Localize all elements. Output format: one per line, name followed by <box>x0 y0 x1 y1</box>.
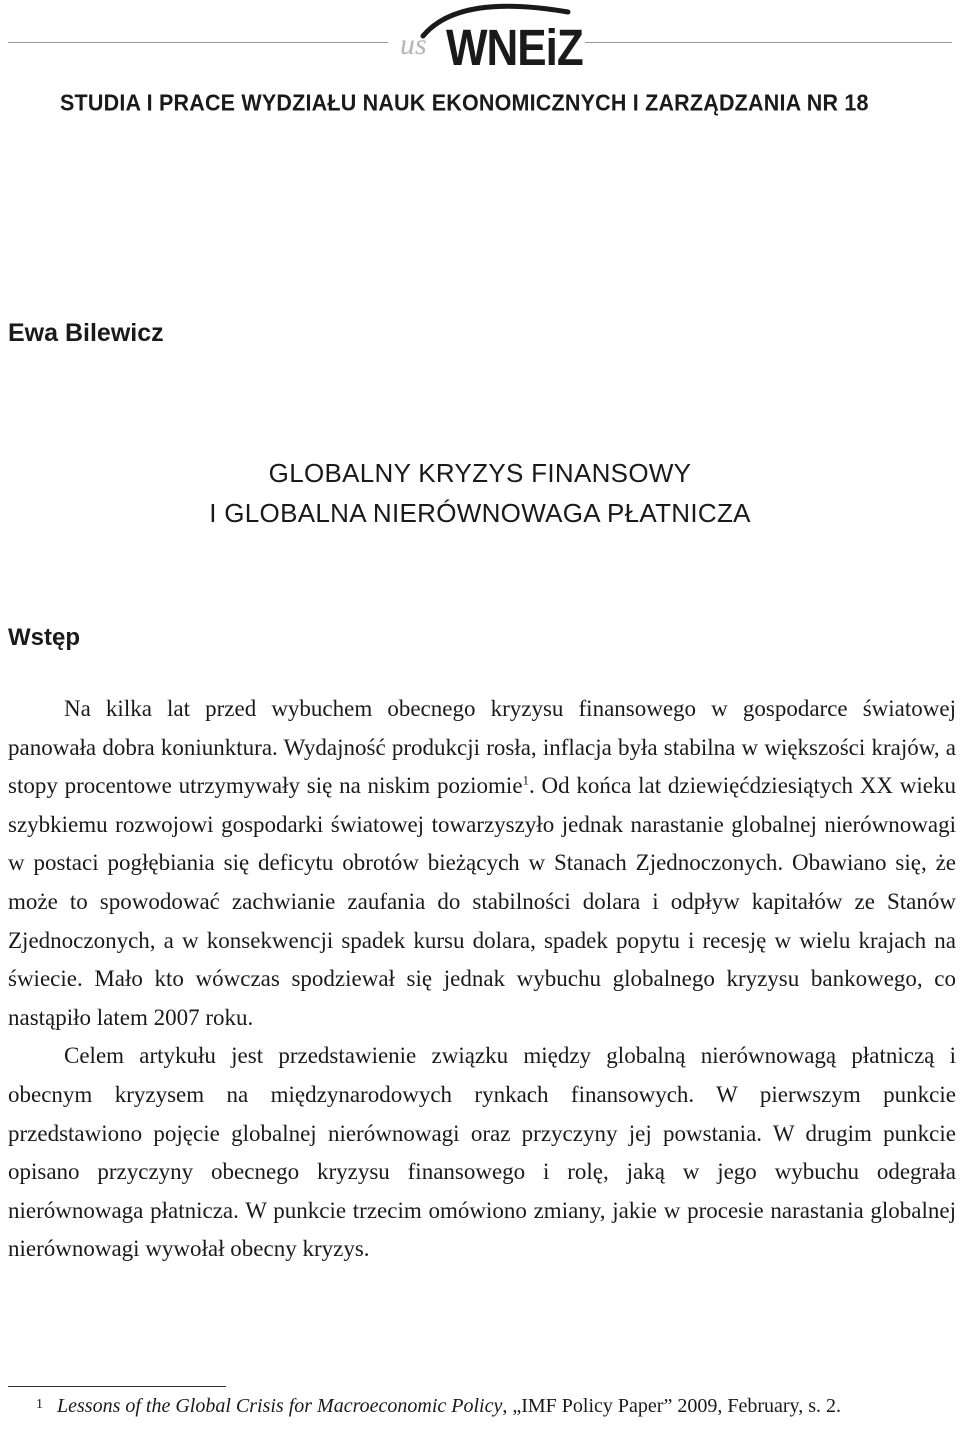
paragraph-1 <box>8 690 956 1037</box>
paragraph-2: Celem artykułu jest przedstawienie związku między globalną nierównowagą płatniczą i obecnym kryzysem na międzynarodowych rynkach finansowych. W pierwszym punkcie przedstawiono pojęcie globalnej nierównowagi oraz przyczyny jej powstania. W drugim punkcie opisano przyczyny obecnego kryzysu finansowego i rolę, jaką w jego wybuchu odegrała nierównowaga płatnicza. W punkcie trzecim omówiono zmiany, jakie w procesie narastania globalnej nierównowagi wywołał obecny kryzys. <box>8 1043 956 1262</box>
logo-prefix: us <box>400 28 427 61</box>
footnote <box>8 1391 956 1420</box>
paragraph-1-part-a: Na kilka lat przed wybuchem obecnego kryzysu finansowego w gospodarce światowej panowała dobra koniunktura. Wydajność produkcji rosła, inflacja była stabilna w większości krajów, a stopy procentowe utrzymywały się na niskim poziomie <box>8 696 956 799</box>
article-author: Ewa Bilewicz <box>8 319 164 347</box>
footnote-citation-rest: , „IMF Policy Paper” 2009, February, s. 2. <box>502 1395 841 1417</box>
footnote-separator <box>8 1386 226 1387</box>
article-title-line2: I GLOBALNA NIERÓWNOWAGA PŁATNICZA <box>209 498 751 528</box>
publisher-logo <box>398 0 583 80</box>
footnote-cited-title: Lessons of the Global Crisis for Macroeconomic Policy <box>57 1395 503 1417</box>
section-heading: Wstęp <box>8 624 80 651</box>
paragraph-1-part-b: . Od końca lat dziewięćdziesiątych XX wieku szybkiemu rozwojowi gospodarki światowej towarzyszyło jednak narastanie globalnej nierównowagi w postaci pogłębiania się deficytu obrotów bieżących w Stanach Zjednoczonych. Obawiano się, że może to spowodować zachwianie zaufania do stabilności dolara i odpływ kapitałów ze Stanów Zjednoczonych, a w konsekwencji spadek kursu dolara, spadek popytu i recesję w wielu krajach na świecie. Mało kto wówczas spodziewał się jednak wybuchu globalnego kryzysu bankowego, co nastąpiło latem 2007 roku. <box>8 773 957 1030</box>
footnote-reference: 1 <box>522 772 530 788</box>
article-title-line1: GLOBALNY KRYZYS FINANSOWY <box>268 458 692 488</box>
article-body <box>8 690 956 1269</box>
logo-wordmark: WNEiZ <box>446 20 583 77</box>
footnote-number: 1 <box>36 1397 43 1412</box>
journal-series-title: STUDIA I PRACE WYDZIAŁU NAUK EKONOMICZNYCH I ZARZĄDZANIA NR 18 <box>60 90 869 116</box>
header-rule-right <box>585 42 952 43</box>
header-rule-left <box>8 42 388 43</box>
